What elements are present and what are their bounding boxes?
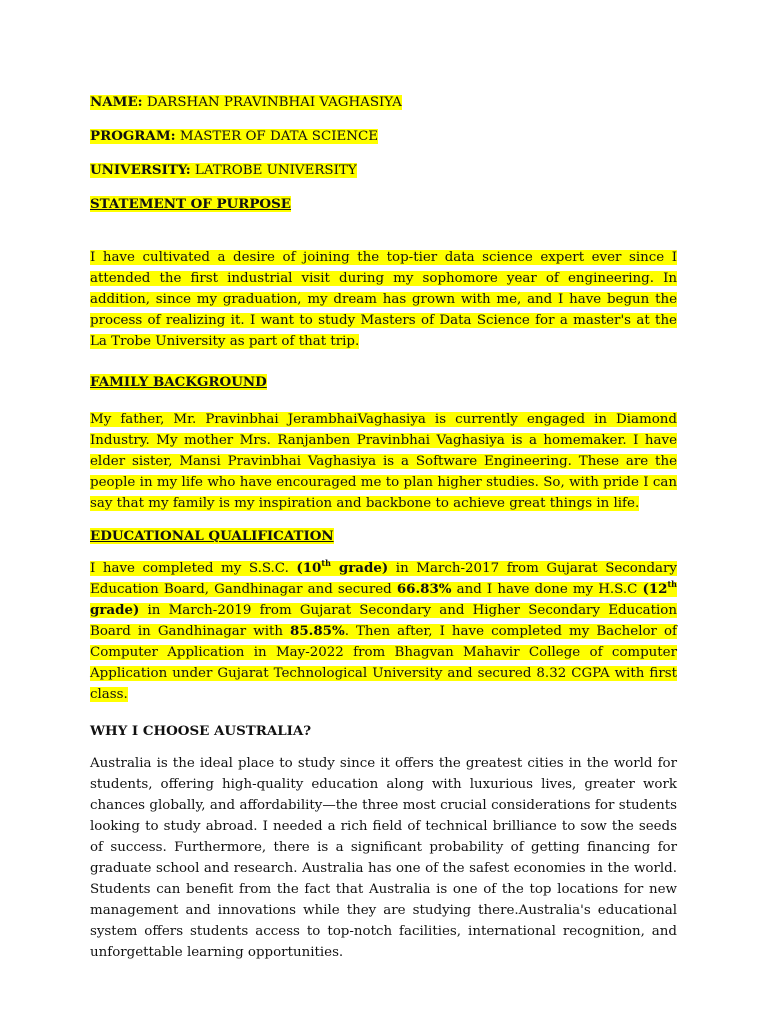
family-paragraph — [90, 409, 677, 514]
name-label: NAME: — [90, 94, 143, 110]
statement-text: I have cultivated a desire of joining the top-tier data science expert ever since I attended the first industrial visit during my sophomore year of engineering. In addition, since my graduation, my dream has grown with me, and I have begun the process of realizing it. I want to study Masters of Data Science for a master's at the La Trobe University as part of that trip. — [90, 250, 677, 349]
university-value: LATROBE UNIVERSITY — [194, 163, 357, 178]
name-line — [90, 92, 677, 113]
program-line — [90, 126, 677, 147]
program-label: PROGRAM: — [90, 128, 176, 144]
statement-paragraph — [90, 247, 677, 352]
program-value: MASTER OF DATA SCIENCE — [179, 129, 379, 144]
australia-heading: WHY I CHOOSE AUSTRALIA? — [90, 723, 312, 739]
education-text: I have completed my S.S.C. (10th grade) in March-2017 from Gujarat Secondary Education Board, Gandhinagar and secured 66.83% and I have done my H.S.C (12th grade) in March-2019 from Gujarat Secondary and Higher Secondary Education Board in Gandhinagar with 85.85%. Then after, I have completed my Bachelor of Computer Application in May-2022 from Bhagvan Mahavir College of computer Application under Gujarat Technological University and secured 8.32 CGPA with first class. — [90, 557, 678, 702]
australia-paragraph: Australia is the ideal place to study since it offers the greatest cities in the world for students, offering high-quality education along with luxurious lives, greater work chances globally, and affordability—the three most crucial considerations for students looking to study abroad. I needed a rich field of technical brilliance to sow the seeds of success. Furthermore, there is a significant probability of getting financing for graduate school and research. Australia has one of the safest economies in the world. Students can benefit from the fact that Australia is one of the top locations for new management and innovations while they are studying there.Australia's educational system offers students access to top-notch facilities, international recognition, and unforgettable learning opportunities. — [90, 756, 677, 960]
education-paragraph — [90, 558, 677, 705]
name-value: DARSHAN PRAVINBHAI VAGHASIYA — [146, 95, 402, 110]
university-label: UNIVERSITY: — [90, 162, 191, 178]
family-heading: FAMILY BACKGROUND — [90, 374, 267, 390]
family-text: My father, Mr. Pravinbhai JerambhaiVaghasiya is currently engaged in Diamond Industry. My mother Mrs. Ranjanben Pravinbhai Vaghasiya is a homemaker. I have elder sister, Mansi Pravinbhai Vaghasiya is a Software Engineering. These are the people in my life who have encouraged me to plan higher studies. So, with pride I can say that my family is my inspiration and backbone to achieve great things in life. — [90, 412, 677, 511]
education-heading: EDUCATIONAL QUALIFICATION — [90, 528, 334, 544]
university-line — [90, 160, 677, 181]
statement-heading: STATEMENT OF PURPOSE — [90, 196, 291, 212]
document-page — [90, 92, 677, 963]
